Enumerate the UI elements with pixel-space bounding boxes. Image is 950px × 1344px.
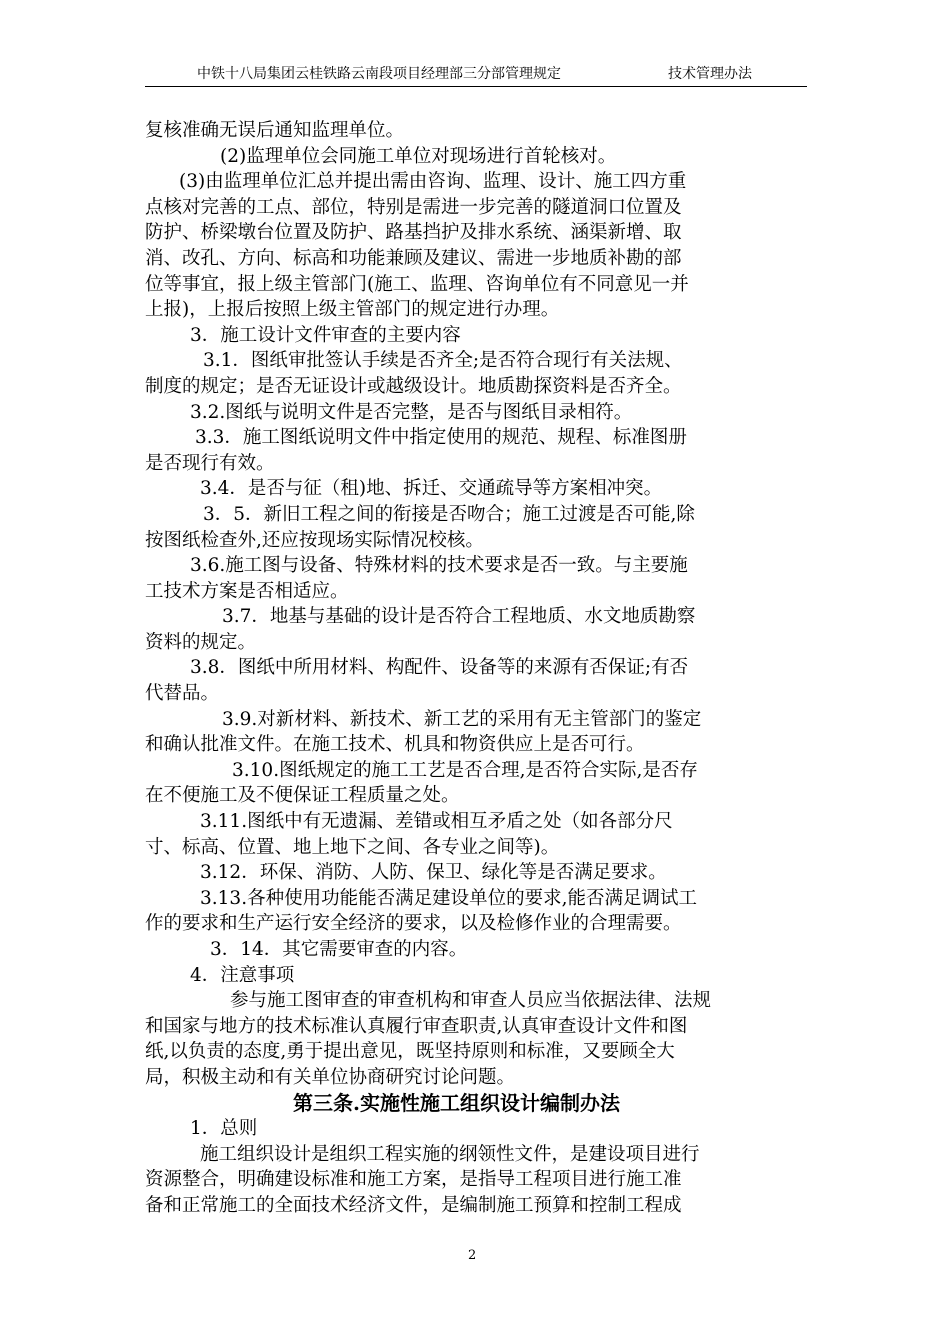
text-line: 3.11.图纸中有无遗漏、差错或相互矛盾之处（如各部分尺 (200, 811, 673, 833)
text-line: 防护、桥梁墩台位置及防护、路基挡护及排水系统、涵渠新增、取 (145, 222, 682, 244)
text-line: 点核对完善的工点、部位，特别是需进一步完善的隧道洞口位置及 (145, 196, 682, 218)
text-line: 和确认批准文件。在施工技术、机具和物资供应上是否可行。 (145, 734, 645, 756)
text-line: 4．注意事项 (190, 964, 295, 986)
header-left-title: 中铁十八局集团云桂铁路云南段项目经理部三分部管理规定 (197, 66, 561, 82)
text-line: 3.1．图纸审批签认手续是否齐全;是否符合现行有关法规、 (203, 350, 683, 372)
text-line: 是否现行有效。 (145, 452, 275, 474)
text-line: 位等事宜，报上级主管部门(施工、监理、咨询单位有不同意见一并 (145, 273, 689, 295)
text-line: (3)由监理单位汇总并提出需由咨询、监理、设计、施工四方重 (179, 171, 687, 193)
text-line: 3．5．新旧工程之间的衔接是否吻合；施工过渡是否可能,除 (203, 503, 695, 525)
text-line: 3.10.图纸规定的施工工艺是否合理,是否符合实际,是否存 (232, 759, 698, 781)
text-line: 3.3．施工图纸说明文件中指定使用的规范、规程、标准图册 (195, 427, 687, 449)
text-line: 3.4．是否与征（租)地、拆迁、交通疏导等方案相冲突。 (200, 478, 663, 500)
text-line: 3.9.对新材料、新技术、新工艺的采用有无主管部门的鉴定 (222, 708, 702, 730)
text-line: 和国家与地方的技术标准认真履行审查职责,认真审查设计文件和图 (145, 1015, 688, 1037)
text-line: 资料的规定。 (145, 631, 257, 653)
text-line: 复核准确无误后通知监理单位。 (145, 120, 405, 141)
text-line: 在不便施工及不便保证工程质量之处。 (145, 785, 460, 807)
text-line: 工技术方案是否相适应。 (145, 580, 349, 602)
text-line: 作的要求和生产运行安全经济的要求，以及检修作业的合理需要。 (145, 913, 682, 935)
text-line: 代替品。 (145, 683, 220, 705)
text-line: 局，积极主动和有关单位协商研究讨论问题。 (145, 1066, 516, 1088)
section-heading: 第三条.实施性施工组织设计编制办法 (293, 1090, 620, 1115)
document-body (145, 118, 807, 1219)
text-line: 3.12．环保、消防、人防、保卫、绿化等是否满足要求。 (200, 862, 667, 884)
page-number: 2 (468, 1248, 477, 1263)
text-line: 制度的规定；是否无证设计或越级设计。地质勘探资料是否齐全。 (145, 375, 682, 397)
text-line: 1．总则 (190, 1118, 258, 1140)
text-line: 寸、标高、位置、地上地下之间、各专业之间等)。 (145, 836, 560, 858)
text-line: 3.6.施工图与设备、特殊材料的技术要求是否一致。与主要施 (190, 555, 688, 577)
text-line: 消、改孔、方向、标高和功能兼顾及建议、需进一步地质补勘的部 (145, 247, 682, 269)
header-right-title: 技术管理办法 (668, 66, 752, 82)
text-line: 3.7．地基与基础的设计是否符合工程地质、水文地质勘察 (222, 606, 696, 628)
text-line: 上报)，上报后按照上级主管部门的规定进行办理。 (145, 299, 560, 321)
text-line: (2)监理单位会同施工单位对现场进行首轮核对。 (220, 145, 617, 167)
text-line: 3.13.各种使用功能能否满足建设单位的要求,能否满足调试工 (200, 887, 697, 909)
text-line: 3．施工设计文件审查的主要内容 (190, 324, 461, 346)
text-line: 3．14．其它需要审查的内容。 (210, 939, 468, 960)
text-line: 参与施工图审查的审查机构和审查人员应当依据法律、法规 (230, 990, 712, 1012)
text-line: 备和正常施工的全面技术经济文件，是编制施工预算和控制工程成 (145, 1194, 682, 1216)
text-line: 施工组织设计是组织工程实施的纲领性文件，是建设项目进行 (200, 1143, 700, 1165)
text-line: 3.8．图纸中所用材料、构配件、设备等的来源有否保证;有否 (190, 657, 689, 679)
text-line: 按图纸检查外,还应按现场实际情况校核。 (145, 529, 484, 551)
page-header (145, 66, 807, 87)
text-line: 纸,以负责的态度,勇于提出意见，既坚持原则和标准，又要顾全大 (145, 1041, 675, 1063)
text-line: 3.2.图纸与说明文件是否完整，是否与图纸目录相符。 (190, 401, 633, 423)
text-line: 资源整合，明确建设标准和施工方案，是指导工程项目进行施工准 (145, 1169, 682, 1191)
